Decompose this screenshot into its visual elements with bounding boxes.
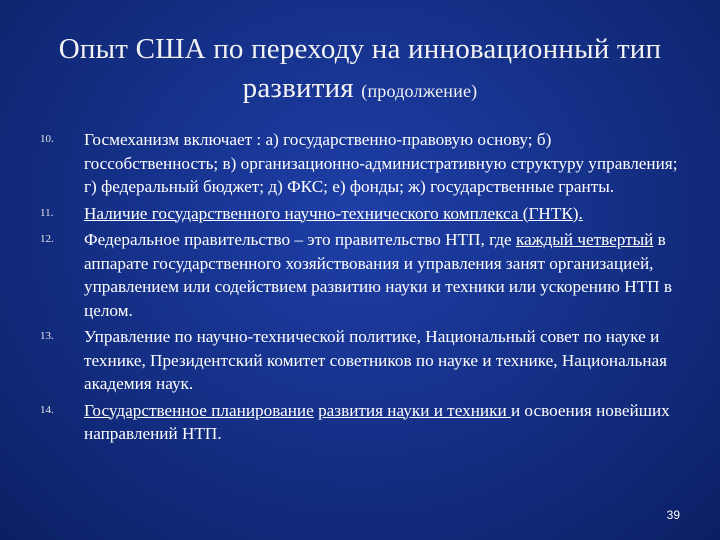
text-run: Госмеханизм (84, 130, 180, 149)
underlined-phrase: Государственное планирование (84, 400, 314, 420)
text-run: и освоения новейших направлений НТП. (84, 400, 670, 443)
item-text (84, 325, 680, 396)
text-run: Управление по научно-технической политике, Национальный совет по науке и технике, Президентский комитет советников по науке и технике, Национальная академия наук. (84, 327, 668, 393)
item-number: 10. (40, 133, 54, 145)
list-item (40, 202, 680, 226)
page-number: 39 (666, 508, 680, 522)
title-main: Опыт США по переходу на инновационный тип развития (58, 33, 662, 104)
title-note: (продолжение) (361, 81, 478, 101)
item-number: 11. (40, 206, 54, 219)
underlined-phrase: каждый четвертый (515, 230, 654, 249)
text-run: Федеральное правительство – это правительство НТП, где (84, 230, 516, 249)
item-text (84, 228, 680, 322)
list-item (40, 228, 680, 322)
item-number: 13. (40, 330, 54, 342)
text-run: включает : а) государственно-правовую основу; б) госсобственность; в) организационно-административную структуру управления; г) федеральный бюджет; д) ФКС; е) фонды; ж) государственные гранты. (84, 130, 678, 196)
item-number: 12. (40, 233, 54, 245)
list-item (40, 399, 680, 446)
item-text (84, 202, 680, 226)
item-number: 14. (40, 403, 54, 416)
underlined-phrase: Наличие государственного научно-технического комплекса (ГНТК). (84, 203, 583, 223)
underlined-phrase: развития науки и техники (318, 400, 511, 420)
item-text (84, 128, 680, 199)
numbered-list (40, 128, 680, 449)
slide-title (40, 30, 680, 111)
list-item (40, 325, 680, 396)
item-text (84, 399, 680, 446)
text-run: в аппарате государственного хозяйствования и управления занят организацией, управлением или содействием развитию науки и техники или ускорению НТП в целом. (84, 230, 672, 320)
list-item (40, 128, 680, 199)
